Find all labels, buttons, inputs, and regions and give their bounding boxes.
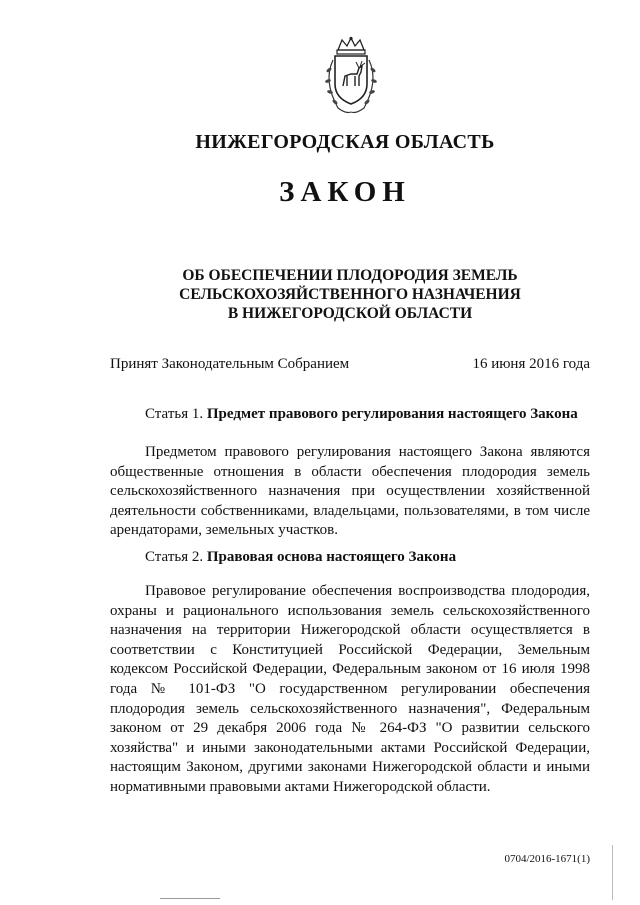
coat-of-arms-icon <box>318 36 384 116</box>
document-number: 0704/2016-1671(1) <box>504 853 590 865</box>
law-title-line: В НИЖЕГОРОДСКОЙ ОБЛАСТИ <box>227 305 473 322</box>
article-1-heading <box>145 406 578 423</box>
document-type: ЗАКОН <box>279 176 411 208</box>
adoption-line <box>110 356 590 373</box>
article-number: Статья 1. <box>145 406 207 422</box>
article-title: Предмет правового регулирования настоящего Закона <box>206 406 578 422</box>
law-title <box>110 266 590 323</box>
adoption-date: 16 июня 2016 года <box>472 356 590 372</box>
adoption-text: Принят Законодательным Собранием <box>110 356 350 372</box>
scan-artifact <box>160 898 220 899</box>
article-title: Правовая основа настоящего Закона <box>206 549 457 565</box>
article-number: Статья 2. <box>145 549 207 565</box>
article-1-body: Предметом правового регулирования настоящего Закона являются общественные отношения в области обеспечения плодородия земель сельскохозяйственного назначения при осуществлении хозяйственной деятельности собственниками, владельцами, пользователями, в том числе арендаторами, земельных участков. <box>110 444 590 539</box>
scan-artifact <box>612 845 613 900</box>
law-title-line: СЕЛЬСКОХОЗЯЙСТВЕННОГО НАЗНАЧЕНИЯ <box>179 286 521 303</box>
law-title-line: ОБ ОБЕСПЕЧЕНИИ ПЛОДОРОДИЯ ЗЕМЕЛЬ <box>182 267 518 284</box>
article-2-heading <box>145 549 456 566</box>
article-2-body: Правовое регулирование обеспечения воспроизводства плодородия, охраны и рационального использования земель сельскохозяйственного назначения на территории Нижегородской области осуществляется в соответствии с Конституцией Российской Федерации, Земельным кодексом Российской Федерации, Федеральным законом от 16 июля 1998 года № 101-ФЗ "О государственном регулировании обеспечения плодородия земель сельскохозяйственного назначения", Федеральным законом от 29 декабря 2006 года № 264-ФЗ "О развитии сельского хозяйства" и иными законодательными актами Российской Федерации, настоящим Законом, другими законами Нижегородской области и иными нормативными правовыми актами Нижегородской области. <box>110 583 590 795</box>
region-name: НИЖЕГОРОДСКАЯ ОБЛАСТЬ <box>195 131 495 153</box>
